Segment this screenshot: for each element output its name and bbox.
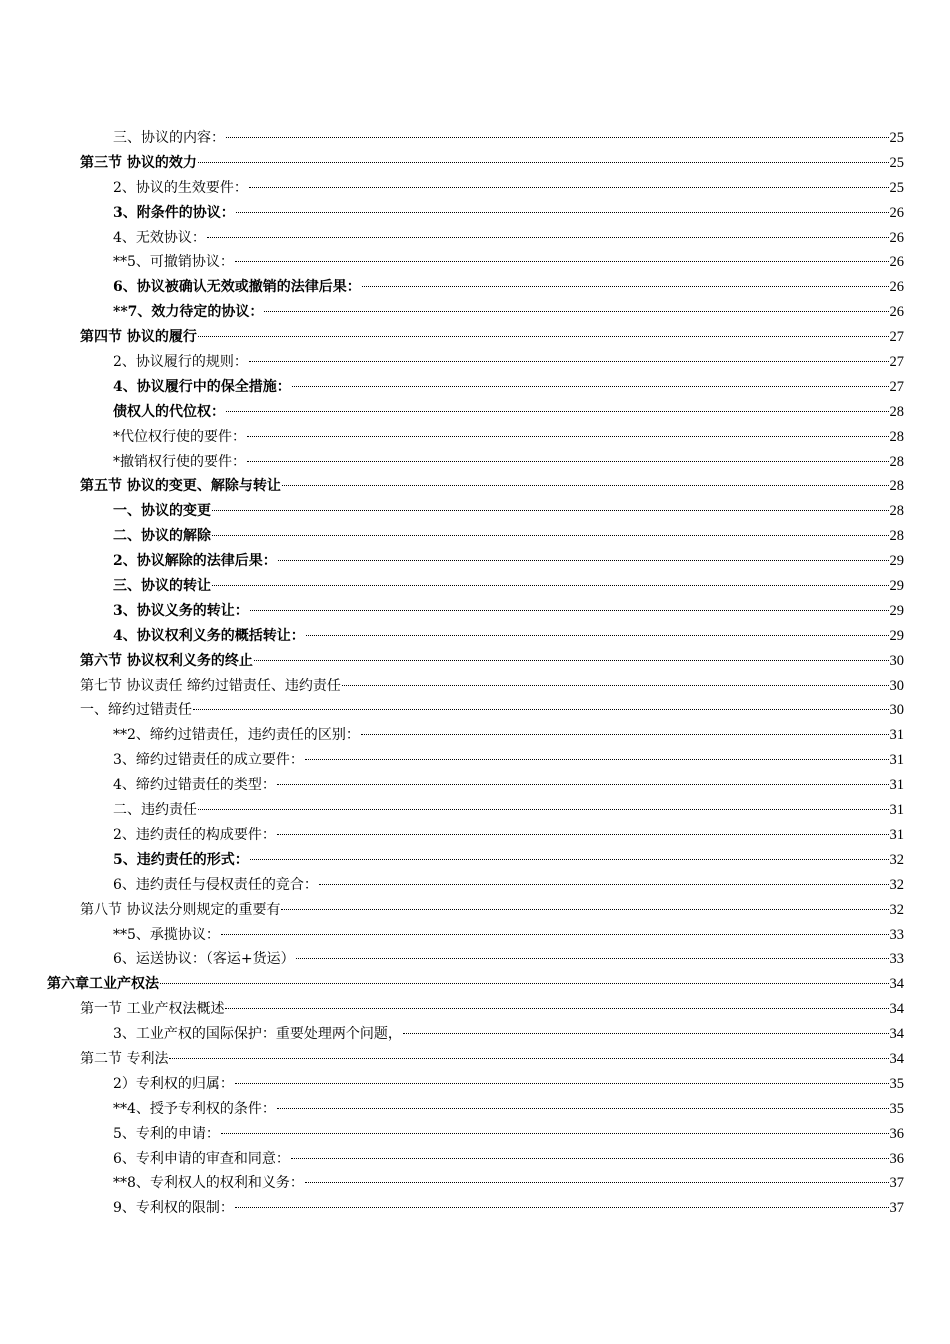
dot-leader — [198, 335, 889, 337]
dot-leader — [212, 509, 889, 511]
toc-entry-page-number: 26 — [889, 279, 904, 296]
toc-entry[interactable] — [0, 1122, 950, 1147]
toc-entry-page-number: 33 — [889, 951, 904, 968]
toc-entry-title: 6、专利申请的审查和同意： — [113, 1150, 290, 1167]
toc-entry[interactable] — [0, 674, 950, 699]
toc-entry-page-number: 28 — [889, 453, 904, 470]
toc-entry[interactable] — [0, 375, 950, 400]
toc-entry-title: 第八节 协议法分则规定的重要有 — [80, 901, 281, 918]
dot-leader — [226, 410, 889, 412]
toc-entry-page-number: 33 — [889, 926, 904, 943]
toc-entry[interactable] — [0, 201, 950, 226]
toc-entry-page-number: 32 — [889, 876, 904, 893]
toc-entry-title: 一、缔约过错责任 — [80, 702, 192, 719]
toc-entry-title: **4、授予专利权的条件： — [113, 1100, 276, 1117]
toc-entry-page-number: 29 — [889, 627, 904, 644]
dot-leader — [277, 833, 889, 835]
toc-entry-page-number: 28 — [889, 403, 904, 420]
toc-entry-page-number: 32 — [889, 851, 904, 868]
dot-leader — [160, 982, 889, 984]
toc-entry-page-number: 26 — [889, 254, 904, 271]
toc-entry-title: 2、协议解除的法律后果： — [113, 553, 277, 570]
toc-entry-title: 6、违约责任与侵权责任的竞合： — [113, 876, 318, 893]
toc-entry-title: 3、附条件的协议： — [113, 204, 235, 221]
toc-entry-page-number: 34 — [889, 1001, 904, 1018]
toc-entry-title: 4、协议权利义务的概括转让： — [113, 627, 305, 644]
toc-entry-page-number: 25 — [889, 130, 904, 146]
toc-entry-page-number: 35 — [889, 1100, 904, 1117]
toc-entry[interactable] — [0, 474, 950, 499]
toc-entry-page-number: 31 — [889, 752, 904, 769]
dot-leader — [277, 783, 889, 785]
toc-entry-page-number: 34 — [889, 1050, 904, 1067]
toc-entry[interactable] — [0, 1072, 950, 1097]
toc-entry[interactable] — [0, 923, 950, 948]
toc-entry-title: 一、协议的变更 — [113, 503, 211, 520]
toc-entry-title: 4、协议履行中的保全措施： — [113, 378, 291, 395]
toc-entry-title: 二、违约责任 — [113, 802, 197, 819]
toc-entry-page-number: 30 — [889, 677, 904, 694]
toc-entry-page-number: 28 — [889, 503, 904, 520]
table-of-contents — [0, 126, 950, 1221]
dot-leader — [236, 211, 889, 213]
toc-entry[interactable] — [0, 126, 950, 151]
toc-entry[interactable] — [0, 1171, 950, 1196]
dot-leader — [235, 260, 889, 262]
toc-entry-title: **2、缔约过错责任，违约责任的区别： — [113, 727, 360, 744]
dot-leader — [212, 584, 889, 586]
toc-entry-title: 3、协议义务的转让： — [113, 602, 249, 619]
toc-entry-page-number: 28 — [889, 478, 904, 495]
dot-leader — [249, 186, 889, 188]
toc-entry-page-number: 31 — [889, 727, 904, 744]
toc-entry-page-number: 27 — [889, 378, 904, 395]
toc-entry-page-number: 27 — [889, 354, 904, 371]
toc-entry[interactable] — [0, 649, 950, 674]
toc-entry-title: 5、违约责任的形式： — [113, 851, 249, 868]
toc-entry-page-number: 31 — [889, 802, 904, 819]
toc-entry-page-number: 28 — [889, 528, 904, 545]
toc-entry[interactable] — [0, 848, 950, 873]
toc-entry-page-number: 37 — [889, 1175, 904, 1192]
toc-entry-page-number: 36 — [889, 1150, 904, 1167]
dot-leader — [221, 933, 889, 935]
dot-leader — [207, 236, 889, 238]
toc-entry[interactable] — [0, 574, 950, 599]
toc-entry-title: 第六章工业产权法 — [47, 976, 159, 993]
toc-entry[interactable] — [0, 425, 950, 450]
toc-entry-title: *撤销权行使的要件： — [113, 453, 246, 470]
toc-entry-title: 第一节 工业产权法概述 — [80, 1001, 225, 1018]
toc-entry-title: 第六节 协议权利义务的终止 — [80, 652, 253, 669]
toc-entry-title: 第五节 协议的变更、解除与转让 — [80, 478, 281, 495]
dot-leader — [221, 1132, 889, 1134]
dot-leader — [362, 285, 889, 287]
toc-entry[interactable] — [0, 499, 950, 524]
toc-entry-page-number: 30 — [889, 702, 904, 719]
toc-entry-title: 第七节 协议责任 缔约过错责任、违约责任 — [80, 677, 341, 694]
toc-entry-title: **5、可撤销协议： — [113, 254, 234, 271]
toc-entry[interactable] — [0, 300, 950, 325]
dot-leader — [198, 161, 889, 163]
dot-leader — [198, 808, 889, 810]
toc-entry-page-number: 28 — [889, 428, 904, 445]
dot-leader — [169, 1057, 888, 1059]
toc-entry[interactable] — [0, 151, 950, 176]
toc-entry-title: 三、协议的转让 — [113, 578, 211, 595]
toc-entry-title: 9、专利权的限制： — [113, 1200, 234, 1217]
toc-entry-page-number: 26 — [889, 204, 904, 221]
toc-entry[interactable] — [0, 1196, 950, 1221]
toc-entry-page-number: 34 — [889, 1026, 904, 1043]
toc-entry-page-number: 35 — [889, 1075, 904, 1092]
toc-entry[interactable] — [0, 275, 950, 300]
toc-entry[interactable] — [0, 947, 950, 972]
dot-leader — [305, 758, 889, 760]
toc-entry-title: 4、无效协议： — [113, 229, 206, 246]
toc-entry-title: 第四节 协议的履行 — [80, 329, 197, 346]
toc-entry[interactable] — [0, 1097, 950, 1122]
dot-leader — [247, 460, 889, 462]
toc-entry-title: 2）专利权的归属： — [113, 1075, 234, 1092]
dot-leader — [264, 310, 888, 312]
dot-leader — [226, 136, 889, 138]
toc-entry[interactable] — [0, 873, 950, 898]
dot-leader — [212, 534, 889, 536]
dot-leader — [247, 435, 889, 437]
toc-entry[interactable] — [0, 823, 950, 848]
toc-entry-title: **7、效力待定的协议： — [113, 304, 264, 321]
toc-entry[interactable] — [0, 1047, 950, 1072]
toc-entry-page-number: 31 — [889, 826, 904, 843]
toc-entry[interactable] — [0, 549, 950, 574]
toc-entry[interactable] — [0, 748, 950, 773]
toc-entry-title: **8、专利权人的权利和义务： — [113, 1175, 304, 1192]
toc-entry-title: 6、运送协议：（客运+货运） — [113, 951, 295, 968]
dot-leader — [291, 1157, 889, 1159]
dot-leader — [225, 1007, 888, 1009]
toc-entry-page-number: 27 — [889, 329, 904, 346]
dot-leader — [235, 1082, 889, 1084]
dot-leader — [305, 1181, 889, 1183]
toc-entry[interactable] — [0, 798, 950, 823]
toc-entry-title: 2、协议的生效要件： — [113, 179, 248, 196]
toc-entry-page-number: 37 — [889, 1200, 904, 1217]
toc-entry-page-number: 29 — [889, 578, 904, 595]
dot-leader — [277, 1107, 889, 1109]
toc-entry[interactable] — [0, 972, 950, 997]
toc-entry[interactable] — [0, 997, 950, 1022]
toc-entry-title: **5、承揽协议： — [113, 926, 220, 943]
toc-entry-title: 第二节 专利法 — [80, 1050, 169, 1067]
toc-entry[interactable] — [0, 350, 950, 375]
toc-entry-page-number: 26 — [889, 304, 904, 321]
toc-entry[interactable] — [0, 400, 950, 425]
toc-entry-page-number: 34 — [889, 976, 904, 993]
toc-entry[interactable] — [0, 524, 950, 549]
toc-entry[interactable] — [0, 1147, 950, 1172]
toc-entry-title: 债权人的代位权： — [113, 403, 225, 420]
dot-leader — [249, 360, 889, 362]
toc-entry-page-number: 29 — [889, 553, 904, 570]
toc-entry-page-number: 32 — [889, 901, 904, 918]
toc-entry-title: 2、违约责任的构成要件： — [113, 826, 276, 843]
toc-entry[interactable] — [0, 773, 950, 798]
toc-entry[interactable] — [0, 624, 950, 649]
dot-leader — [250, 858, 889, 860]
dot-leader — [361, 733, 889, 735]
dot-leader — [403, 1032, 889, 1034]
dot-leader — [319, 883, 889, 885]
dot-leader — [282, 484, 889, 486]
dot-leader — [278, 559, 889, 561]
toc-entry[interactable] — [0, 250, 950, 275]
toc-entry-page-number: 31 — [889, 777, 904, 794]
toc-entry-page-number: 36 — [889, 1125, 904, 1142]
toc-entry-title: 4、缔约过错责任的类型： — [113, 777, 276, 794]
toc-entry[interactable] — [0, 599, 950, 624]
toc-entry-title: *代位权行使的要件： — [113, 428, 246, 445]
toc-entry-page-number: 25 — [889, 179, 904, 196]
toc-entry[interactable] — [0, 898, 950, 923]
dot-leader — [250, 609, 889, 611]
toc-entry-title: 二、协议的解除 — [113, 528, 211, 545]
dot-leader — [296, 957, 889, 959]
toc-entry-title: 3、工业产权的国际保护：重要处理两个问题， — [113, 1026, 402, 1043]
dot-leader — [342, 684, 889, 686]
toc-entry-page-number: 29 — [889, 602, 904, 619]
toc-entry[interactable] — [0, 176, 950, 201]
dot-leader — [254, 659, 889, 661]
toc-entry-page-number: 26 — [889, 229, 904, 246]
toc-entry-title: 2、协议履行的规则： — [113, 354, 248, 371]
toc-entry-title: 第三节 协议的效力 — [80, 154, 197, 171]
toc-entry-title: 三、协议的内容： — [113, 130, 225, 146]
toc-entry-title: 5、专利的申请： — [113, 1125, 220, 1142]
toc-entry-page-number: 30 — [889, 652, 904, 669]
dot-leader — [281, 908, 888, 910]
toc-entry[interactable] — [0, 698, 950, 723]
dot-leader — [235, 1206, 889, 1208]
dot-leader — [306, 634, 889, 636]
dot-leader — [292, 385, 889, 387]
toc-entry-title: 3、缔约过错责任的成立要件： — [113, 752, 304, 769]
toc-entry[interactable] — [0, 1022, 950, 1047]
toc-entry-page-number: 25 — [889, 154, 904, 171]
toc-entry[interactable] — [0, 325, 950, 350]
toc-entry[interactable] — [0, 450, 950, 475]
toc-entry-title: 6、协议被确认无效或撤销的法律后果： — [113, 279, 361, 296]
toc-entry[interactable] — [0, 723, 950, 748]
toc-entry[interactable] — [0, 226, 950, 251]
dot-leader — [193, 708, 889, 710]
